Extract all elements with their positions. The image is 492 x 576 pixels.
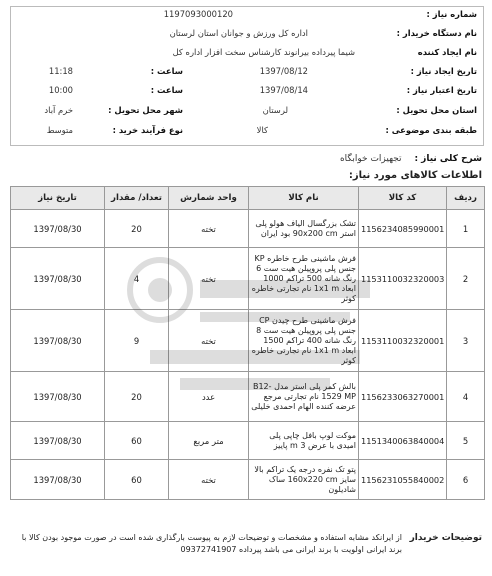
table-row xyxy=(11,372,485,422)
goods-table xyxy=(10,186,485,500)
table-row xyxy=(11,248,485,310)
item-unit: عدد xyxy=(169,372,249,422)
header-name: نام کالا xyxy=(249,187,359,210)
need-number-label: شماره نیاز : xyxy=(426,9,477,19)
city-label: شهر محل تحویل : xyxy=(108,105,183,115)
table-row xyxy=(11,210,485,248)
creator-label: نام ایجاد کننده xyxy=(417,47,477,57)
category-label: طبقه بندی موضوعی : xyxy=(385,125,477,135)
item-date: 1397/08/30 xyxy=(11,310,105,372)
header-quantity: تعداد/ مقدار xyxy=(105,187,169,210)
header-unit: واحد شمارش xyxy=(169,187,249,210)
description-value: تجهیزات خوابگاه xyxy=(339,154,402,164)
table-row xyxy=(11,310,485,372)
item-code: 1153110032320001 xyxy=(359,310,447,372)
tender-info-box xyxy=(10,6,484,146)
need-number: 1197093000120 xyxy=(163,9,233,19)
item-code: 1151340063840004 xyxy=(359,422,447,460)
valid-date: 1397/08/14 xyxy=(259,85,308,95)
item-unit: تخته xyxy=(169,248,249,310)
creator-name: شیما پیرداده بیرانوند کارشناس سخت افزار اداره کل xyxy=(172,47,355,57)
item-date: 1397/08/30 xyxy=(11,460,105,500)
item-unit: تخته xyxy=(169,210,249,248)
creator-row xyxy=(9,47,483,66)
valid-date-label: تاریخ اعتبار نیاز : xyxy=(406,85,477,95)
item-unit: تخته xyxy=(169,460,249,500)
province-label: استان محل تحویل : xyxy=(396,105,477,115)
buyer-label: نام دستگاه خریدار : xyxy=(396,28,477,38)
row-index: 4 xyxy=(447,372,485,422)
goods-section-title: اطلاعات کالاهای مورد نیاز: xyxy=(348,170,482,181)
item-quantity: 20 xyxy=(105,210,169,248)
item-code: 1153110032320003 xyxy=(359,248,447,310)
item-unit: متر مربع xyxy=(169,422,249,460)
table-row xyxy=(11,422,485,460)
item-date: 1397/08/30 xyxy=(11,210,105,248)
item-quantity: 4 xyxy=(105,248,169,310)
item-quantity: 20 xyxy=(105,372,169,422)
process-label: نوع فرآیند خرید : xyxy=(112,125,183,135)
need-number-row xyxy=(9,9,483,28)
header-code: کد کالا xyxy=(359,187,447,210)
row-index: 5 xyxy=(447,422,485,460)
general-description xyxy=(340,154,482,164)
item-unit: تخته xyxy=(169,310,249,372)
row-index: 1 xyxy=(447,210,485,248)
item-date: 1397/08/30 xyxy=(11,372,105,422)
category-row xyxy=(9,125,483,144)
valid-date-row xyxy=(9,85,483,104)
item-name: فرش ماشینی طرح خاطره KP جنس پلی پروپیلن هیت ست 6 رنگ شانه 500 تراکم 1000 ابعاد 1x1 m نام تجارتی خاطره کوثر xyxy=(249,248,359,310)
created-date: 1397/08/12 xyxy=(259,66,308,76)
item-code: 1156231055840002 xyxy=(359,460,447,500)
category: کالا xyxy=(256,125,268,135)
row-index: 2 xyxy=(447,248,485,310)
process: متوسط xyxy=(46,125,73,135)
item-name: بالش کمر پلی استر مدل B12-1529 MP نام تجارتی مرجع عرضه کننده الهام احمدی خلیلی xyxy=(249,372,359,422)
buyer-notes-text: از ایرانکد مشابه استفاده و مشخصات و توضیحات لازم به پیوست بارگذاری شده است در صورت موجود بودن کالا با برند ایرانی اولویت با برند ایرانی می باشد پیرداده 09372741907 xyxy=(21,533,402,554)
item-quantity: 9 xyxy=(105,310,169,372)
item-date: 1397/08/30 xyxy=(11,248,105,310)
row-index: 3 xyxy=(447,310,485,372)
item-date: 1397/08/30 xyxy=(11,422,105,460)
row-index: 6 xyxy=(447,460,485,500)
province: لرستان xyxy=(262,105,288,115)
item-code: 1156234085990001 xyxy=(359,210,447,248)
item-quantity: 60 xyxy=(105,422,169,460)
table-row xyxy=(11,460,485,500)
description-label: شرح کلی نیاز : xyxy=(414,154,482,164)
item-name: فرش ماشینی طرح چیدن CP جنس پلی پروپیلن هیت ست 8 رنگ شانه 400 تراکم 1500 ابعاد 1x1 m نام تجارتی خاطره کوثر xyxy=(249,310,359,372)
buyer-notes-label: توضیحات خریدار xyxy=(409,533,482,543)
valid-time: 10:00 xyxy=(48,85,73,95)
created-date-row xyxy=(9,66,483,85)
province-row xyxy=(9,105,483,124)
item-code: 1156233063270001 xyxy=(359,372,447,422)
table-header-row xyxy=(11,187,485,210)
item-quantity: 60 xyxy=(105,460,169,500)
created-time: 11:18 xyxy=(48,66,73,76)
header-date: تاریخ نیاز xyxy=(11,187,105,210)
buyer-row xyxy=(9,28,483,47)
created-date-label: تاریخ ایجاد نیاز : xyxy=(410,66,477,76)
item-name: تشک بزرگسال الیاف هولو پلی استر 90x200 cm بود ایران xyxy=(249,210,359,248)
header-index: ردیف xyxy=(447,187,485,210)
city: خرم آباد xyxy=(44,105,73,115)
created-time-label: ساعت : xyxy=(150,66,183,76)
valid-time-label: ساعت : xyxy=(150,85,183,95)
item-name: پتو تک نفره درجه یک تراکم بالا سایز 160x220 cm ساک شادیلون xyxy=(249,460,359,500)
buyer-name: اداره کل ورزش و جوانان استان لرستان xyxy=(169,28,308,38)
item-name: موکت لوپ بافل چاپی پلی امیدی با عرض m 3 پاییز xyxy=(249,422,359,460)
